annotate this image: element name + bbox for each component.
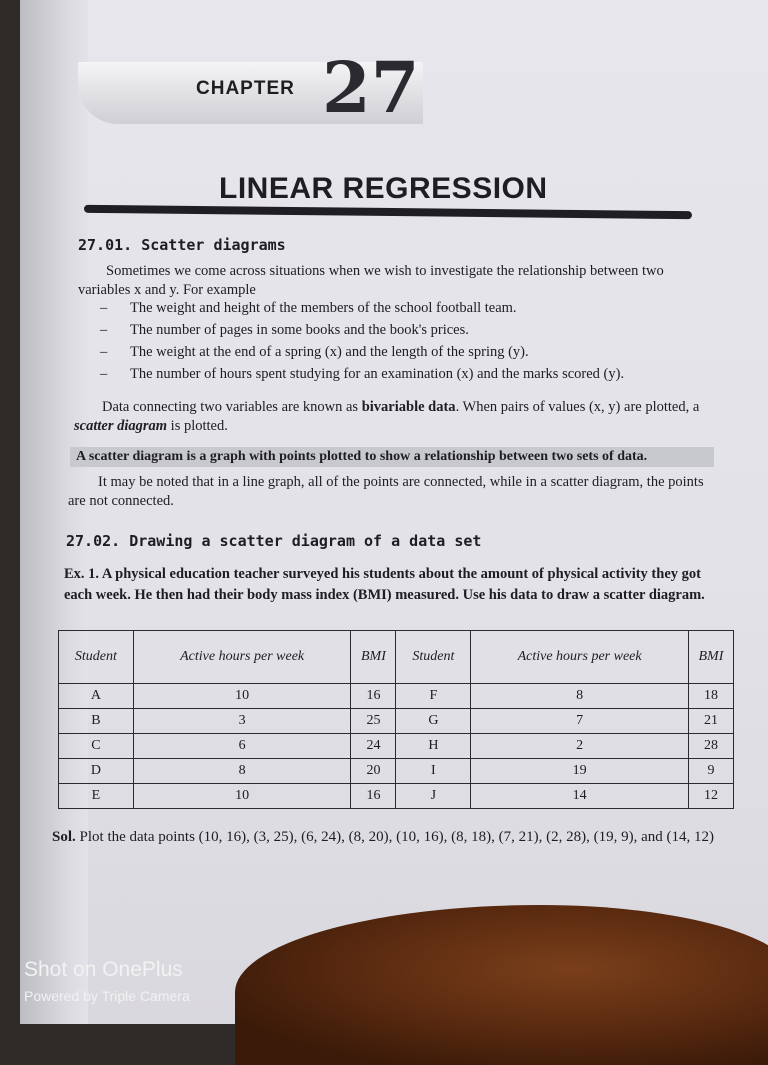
chapter-number: 27 xyxy=(322,46,420,129)
list-item: – The number of hours spent studying for an examination (x) and the marks scored (y). xyxy=(100,366,625,382)
column-header: Student xyxy=(59,631,134,684)
table-cell: E xyxy=(59,784,134,809)
table-cell: B xyxy=(59,709,134,734)
bivariable-paragraph: Data connecting two variables are known as bivariable data. When pairs of values (x, y) are plotted, a scatter diagram is plotted. xyxy=(74,399,700,434)
chapter-label: CHAPTER xyxy=(196,78,295,99)
table-cell: 8 xyxy=(471,684,689,709)
column-header: Active hours per week xyxy=(471,631,689,684)
table-cell: 3 xyxy=(133,709,351,734)
table-header-row xyxy=(59,631,734,684)
table-cell: 12 xyxy=(688,784,733,809)
table-row xyxy=(59,709,734,734)
table-cell: D xyxy=(59,759,134,784)
section-heading-drawing: 27.02. Drawing a scatter diagram of a data set xyxy=(66,532,482,550)
solution-text: Sol. Plot the data points (10, 16), (3, 25), (6, 24), (8, 20), (10, 16), (8, 18), (7, 21), (2, 28), (19, 9), and (14, 12) xyxy=(52,829,714,845)
table-cell: 10 xyxy=(133,784,351,809)
intro-paragraph: Sometimes we come across situations when we wish to investigate the relationship between two variables x and y. For example xyxy=(78,263,664,298)
table-cell: 10 xyxy=(133,684,351,709)
table-cell: 16 xyxy=(351,684,396,709)
table-cell: 18 xyxy=(688,684,733,709)
watermark-line-1: Shot on OnePlus xyxy=(24,958,183,981)
table-cell: 16 xyxy=(351,784,396,809)
table-cell: 24 xyxy=(351,734,396,759)
note-paragraph: It may be noted that in a line graph, all of the points are connected, while in a scatter diagram, the points are not connected. xyxy=(68,474,704,509)
example-text: Ex. 1. A physical education teacher surveyed his students about the amount of physical activity they got each week. He then had their body mass index (BMI) measured. Use his data to draw a scatter diagram. xyxy=(64,566,705,603)
table-row xyxy=(59,734,734,759)
table-cell: H xyxy=(396,734,471,759)
table-row xyxy=(59,784,734,809)
table-cell: J xyxy=(396,784,471,809)
data-table xyxy=(58,630,734,809)
book-page xyxy=(20,0,768,1024)
list-item: – The weight and height of the members of the school football team. xyxy=(100,300,517,316)
camera-watermark xyxy=(24,958,190,1004)
table-cell: 7 xyxy=(471,709,689,734)
list-item: – The number of pages in some books and the book's prices. xyxy=(100,322,469,338)
table-cell: G xyxy=(396,709,471,734)
table-cell: 25 xyxy=(351,709,396,734)
table-cell: 9 xyxy=(688,759,733,784)
page-gutter xyxy=(20,0,88,1024)
table-row xyxy=(59,684,734,709)
table-cell: 14 xyxy=(471,784,689,809)
column-header: Student xyxy=(396,631,471,684)
column-header: Active hours per week xyxy=(133,631,351,684)
table-cell: 19 xyxy=(471,759,689,784)
table-cell: I xyxy=(396,759,471,784)
section-heading-scatter: 27.01. Scatter diagrams xyxy=(78,236,286,254)
example-list xyxy=(100,300,700,388)
list-item: – The weight at the end of a spring (x) and the length of the spring (y). xyxy=(100,344,529,360)
table-cell: 21 xyxy=(688,709,733,734)
table-cell: 2 xyxy=(471,734,689,759)
column-header: BMI xyxy=(688,631,733,684)
table-cell: 8 xyxy=(133,759,351,784)
chapter-title: LINEAR REGRESSION xyxy=(219,172,548,205)
column-header: BMI xyxy=(351,631,396,684)
table-cell: C xyxy=(59,734,134,759)
table-cell: A xyxy=(59,684,134,709)
definition-box: A scatter diagram is a graph with points plotted to show a relationship between two sets of data. xyxy=(70,447,714,467)
table-cell: 6 xyxy=(133,734,351,759)
table-cell: F xyxy=(396,684,471,709)
watermark-line-2: Powered by Triple Camera xyxy=(24,988,190,1004)
table-row xyxy=(59,759,734,784)
table-cell: 28 xyxy=(688,734,733,759)
table-cell: 20 xyxy=(351,759,396,784)
